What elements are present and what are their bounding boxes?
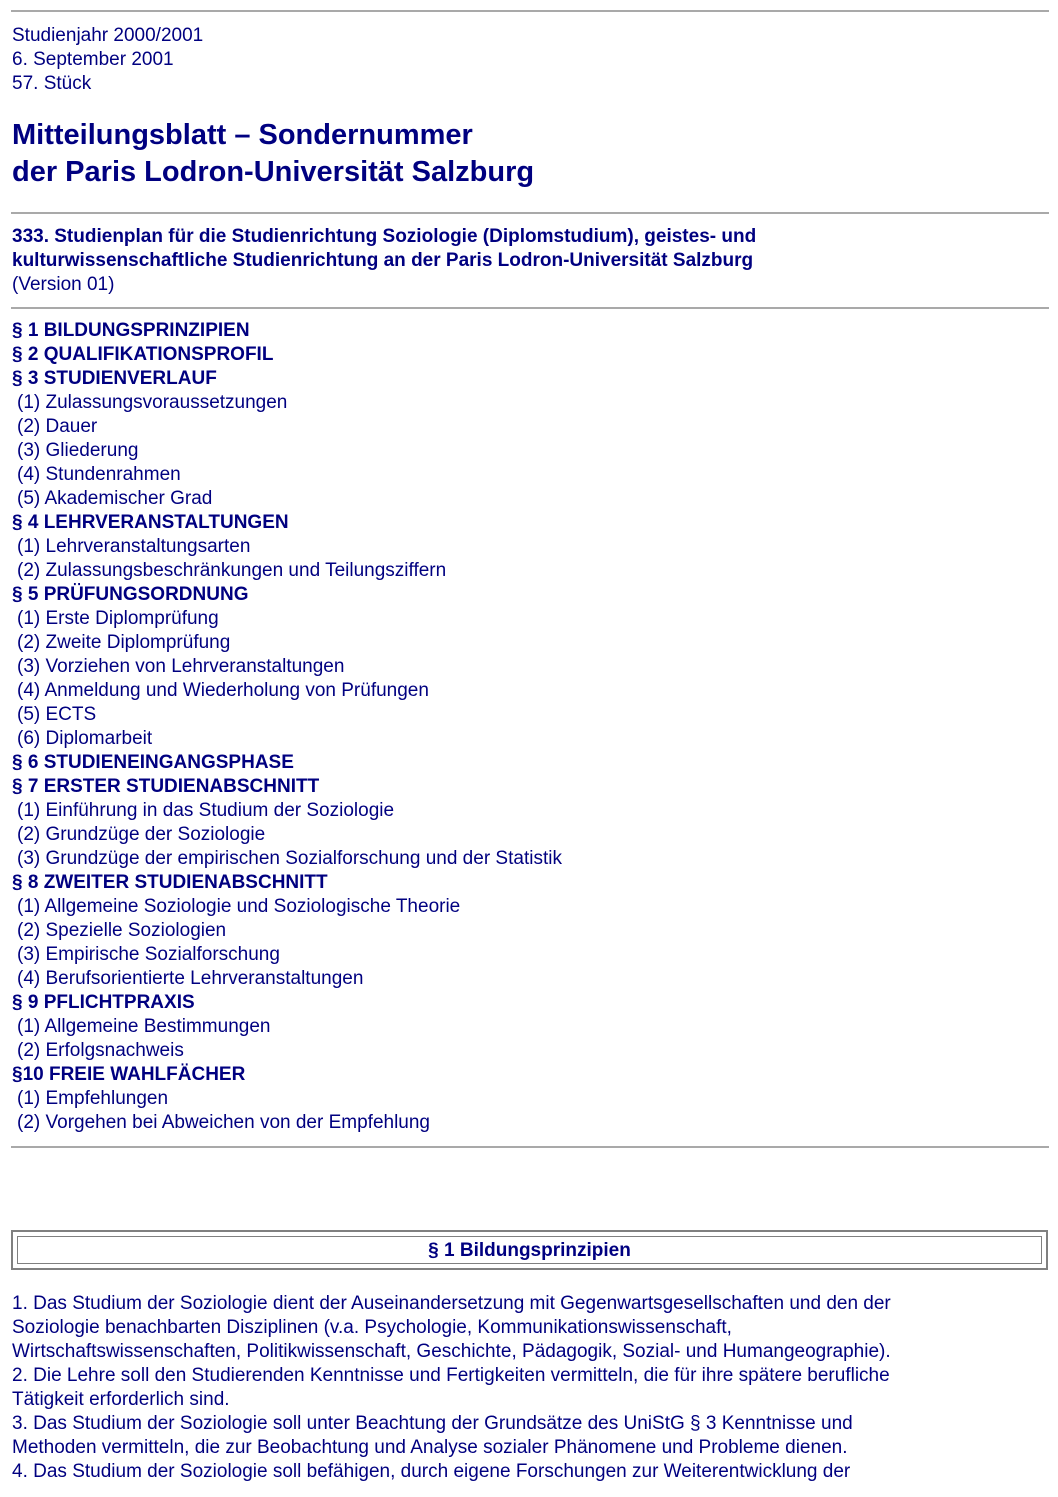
- title-divider: [11, 212, 1049, 214]
- toc-section-link[interactable]: § 8 ZWEITER STUDIENABSCHNITT: [12, 872, 328, 893]
- toc-subsection-link[interactable]: (3) Gliederung: [17, 440, 139, 461]
- body-line: Wirtschaftswissenschaften, Politikwissenschaft, Geschichte, Pädagogik, Sozial- und Humangeographie).: [12, 1341, 891, 1362]
- decree-line-1: 333. Studienplan für die Studienrichtung Soziologie (Diplomstudium), geistes- und: [12, 226, 757, 247]
- toc-subsection-link[interactable]: (5) Akademischer Grad: [17, 488, 213, 509]
- toc-subsection-link[interactable]: (2) Dauer: [17, 416, 98, 437]
- toc-divider: [11, 1146, 1049, 1148]
- toc-section-link[interactable]: § 1 BILDUNGSPRINZIPIEN: [12, 320, 250, 341]
- toc-subsection-link[interactable]: (4) Stundenrahmen: [17, 464, 181, 485]
- body-line: 2. Die Lehre soll den Studierenden Kenntnisse und Fertigkeiten vermitteln, die für ihre spätere berufliche: [12, 1365, 890, 1386]
- top-divider: [11, 10, 1049, 12]
- toc-subsection-link[interactable]: (3) Empirische Sozialforschung: [17, 944, 280, 965]
- section-body: [12, 1292, 1042, 1484]
- toc-subsection-link[interactable]: (2) Vorgehen bei Abweichen von der Empfehlung: [17, 1112, 430, 1133]
- toc-subsection-link[interactable]: (1) Einführung in das Studium der Soziologie: [17, 800, 395, 821]
- decree-version: (Version 01): [12, 274, 115, 295]
- body-line: Soziologie benachbarten Disziplinen (v.a. Psychologie, Kommunikationswissenschaft,: [12, 1317, 732, 1338]
- body-line: 1. Das Studium der Soziologie dient der Auseinandersetzung mit Gegenwartsgesellschaften und den der: [12, 1293, 891, 1314]
- body-line: Methoden vermitteln, die zur Beobachtung und Analyse sozialer Phänomene und Probleme dienen.: [12, 1437, 848, 1458]
- toc-section-link[interactable]: §10 FREIE WAHLFÄCHER: [12, 1064, 246, 1085]
- decree-heading: [12, 225, 1042, 297]
- toc-subsection-link[interactable]: (2) Erfolgsnachweis: [17, 1040, 184, 1061]
- decree-line-2: kulturwissenschaftliche Studienrichtung an der Paris Lodron-Universität Salzburg: [12, 250, 754, 271]
- toc-section-link[interactable]: § 4 LEHRVERANSTALTUNGEN: [12, 512, 289, 533]
- toc-subsection-link[interactable]: (5) ECTS: [17, 704, 97, 725]
- toc-subsection-link[interactable]: (1) Lehrveranstaltungsarten: [17, 536, 251, 557]
- toc-subsection-link[interactable]: (3) Vorziehen von Lehrveranstaltungen: [17, 656, 345, 677]
- title-line-2: der Paris Lodron-Universität Salzburg: [12, 156, 535, 188]
- toc-subsection-link[interactable]: (4) Berufsorientierte Lehrveranstaltungen: [17, 968, 364, 989]
- section-heading-box: [11, 1230, 1048, 1270]
- academic-year: Studienjahr 2000/2001: [12, 25, 204, 46]
- title-line-1: Mitteilungsblatt – Sondernummer: [12, 119, 473, 151]
- toc-subsection-link[interactable]: (2) Spezielle Soziologien: [17, 920, 227, 941]
- toc-subsection-link[interactable]: (6) Diplomarbeit: [17, 728, 153, 749]
- table-of-contents: [12, 319, 562, 1135]
- section-heading: § 1 Bildungsprinzipien: [17, 1236, 1042, 1264]
- toc-section-link[interactable]: § 7 ERSTER STUDIENABSCHNITT: [12, 776, 320, 797]
- decree-divider: [11, 307, 1049, 309]
- toc-subsection-link[interactable]: (2) Zweite Diplomprüfung: [17, 632, 231, 653]
- toc-section-link[interactable]: § 3 STUDIENVERLAUF: [12, 368, 217, 389]
- body-line: Tätigkeit erforderlich sind.: [12, 1389, 230, 1410]
- toc-section-link[interactable]: § 5 PRÜFUNGSORDNUNG: [12, 584, 249, 605]
- toc-subsection-link[interactable]: (1) Empfehlungen: [17, 1088, 169, 1109]
- toc-subsection-link[interactable]: (3) Grundzüge der empirischen Sozialforschung und der Statistik: [17, 848, 562, 869]
- issue-number: 57. Stück: [12, 73, 92, 94]
- toc-subsection-link[interactable]: (1) Zulassungsvoraussetzungen: [17, 392, 288, 413]
- toc-section-link[interactable]: § 6 STUDIENEINGANGSPHASE: [12, 752, 294, 773]
- toc-subsection-link[interactable]: (1) Allgemeine Bestimmungen: [17, 1016, 271, 1037]
- toc-subsection-link[interactable]: (4) Anmeldung und Wiederholung von Prüfungen: [17, 680, 429, 701]
- toc-section-link[interactable]: § 2 QUALIFIKATIONSPROFIL: [12, 344, 274, 365]
- body-line: 4. Das Studium der Soziologie soll befähigen, durch eigene Forschungen zur Weiterentwicklung der: [12, 1461, 851, 1482]
- toc-section-link[interactable]: § 9 PFLICHTPRAXIS: [12, 992, 195, 1013]
- page-title: [12, 117, 534, 191]
- toc-subsection-link[interactable]: (2) Grundzüge der Soziologie: [17, 824, 266, 845]
- issue-meta: [12, 24, 203, 96]
- toc-subsection-link[interactable]: (1) Allgemeine Soziologie und Soziologische Theorie: [17, 896, 461, 917]
- body-line: 3. Das Studium der Soziologie soll unter Beachtung der Grundsätze des UniStG § 3 Kenntnisse und: [12, 1413, 853, 1434]
- toc-subsection-link[interactable]: (2) Zulassungsbeschränkungen und Teilungsziffern: [17, 560, 447, 581]
- toc-subsection-link[interactable]: (1) Erste Diplomprüfung: [17, 608, 219, 629]
- issue-date: 6. September 2001: [12, 49, 174, 70]
